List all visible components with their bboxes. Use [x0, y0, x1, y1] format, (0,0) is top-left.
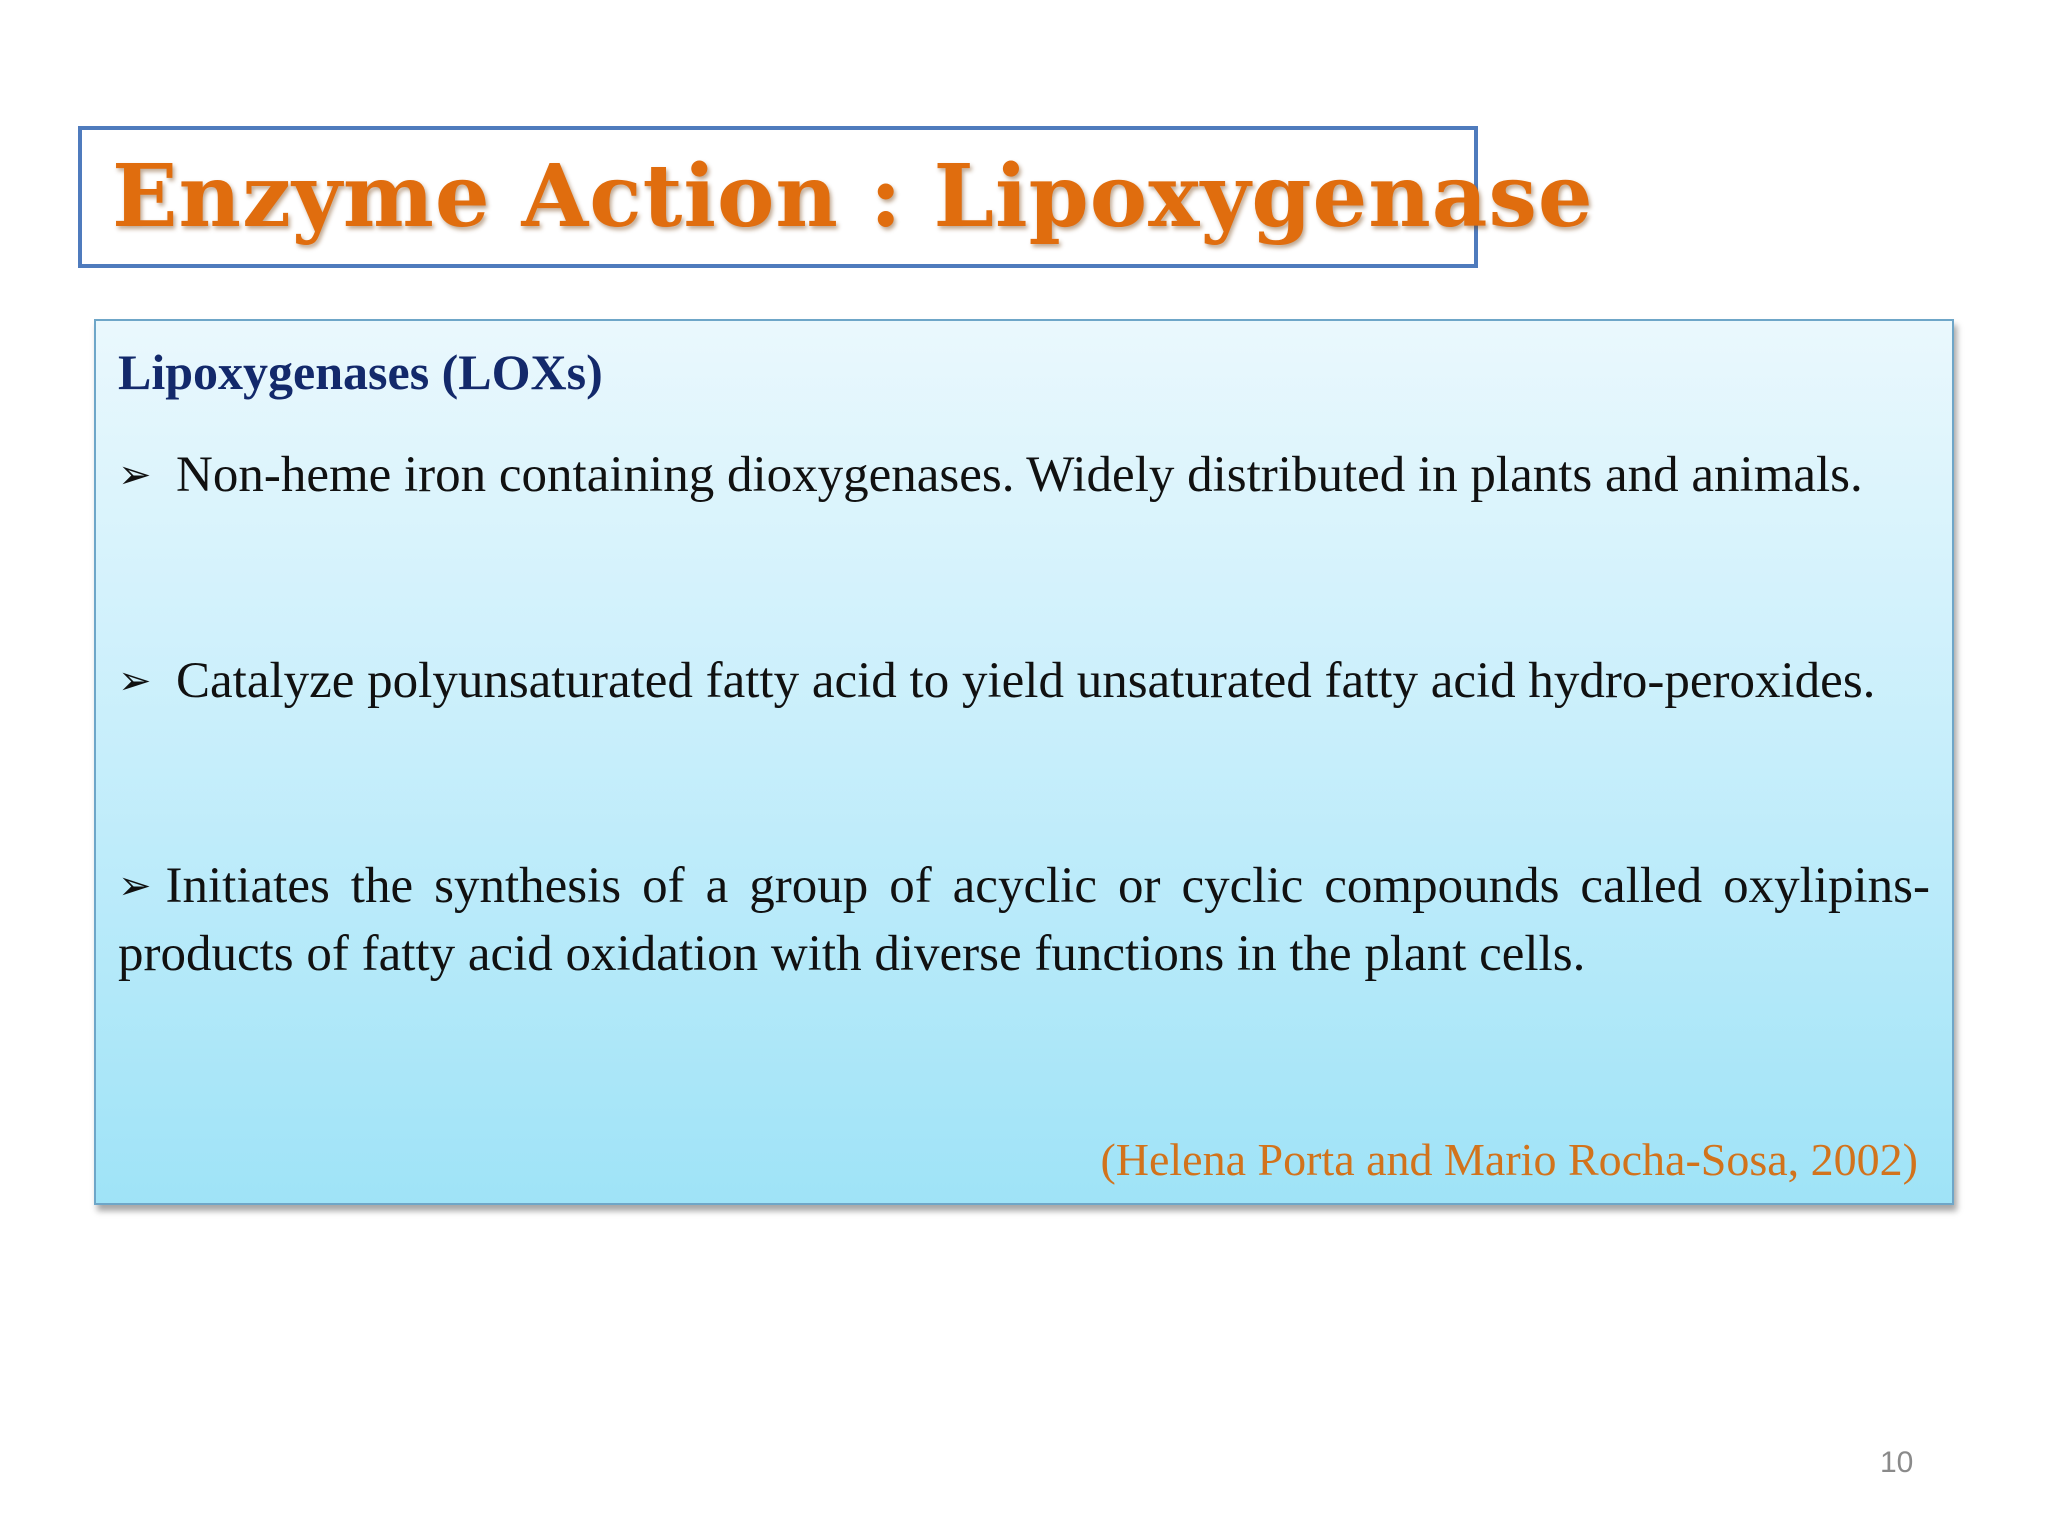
citation: (Helena Porta and Mario Rocha-Sosa, 2002): [1100, 1134, 1918, 1185]
page-number: 10: [1880, 1446, 1914, 1479]
title-box: [78, 126, 1594, 268]
bullet-text: Initiates the synthesis of a group of acyclic or cyclic compounds called oxylipins-products of fatty acid oxidation with diverse functions in the plant cells.: [118, 858, 1930, 982]
bullet-item: [118, 647, 1930, 715]
bullet-text: Non-heme iron containing dioxygenases. Widely distributed in plants and animals.: [176, 447, 1863, 503]
content-box: [94, 319, 1954, 1205]
bullet-item: [118, 852, 1930, 988]
bullet-item: [118, 441, 1930, 509]
section-heading: Lipoxygenases (LOXs): [118, 344, 603, 400]
arrow-bullet-icon: ➢: [118, 658, 152, 704]
arrow-bullet-icon: ➢: [118, 863, 152, 909]
bullet-text: Catalyze polyunsaturated fatty acid to yield unsaturated fatty acid hydro-peroxides.: [176, 653, 1876, 709]
slide-title: Enzyme Action : Lipoxygenase: [112, 146, 1594, 247]
arrow-bullet-icon: ➢: [118, 452, 152, 498]
